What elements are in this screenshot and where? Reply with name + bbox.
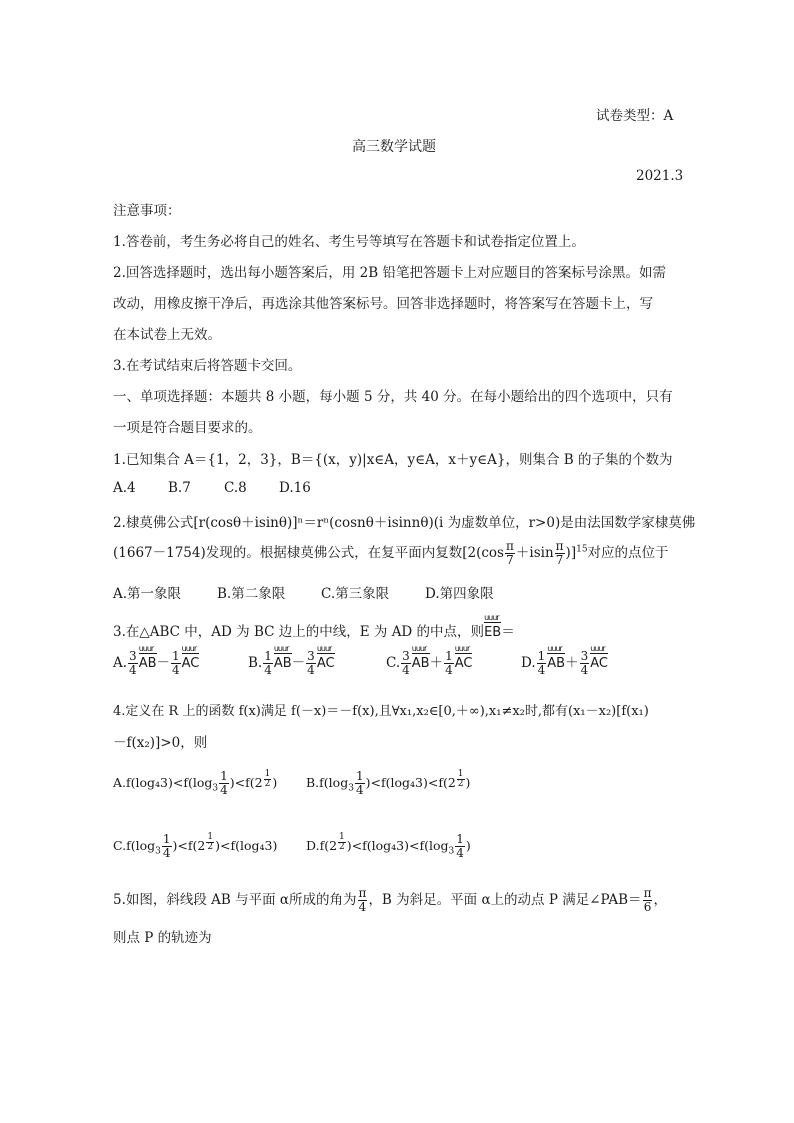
log-base: 3 <box>348 783 354 794</box>
section-1-line-1: 一、单项选择题：本题共 8 小题，每小题 5 分，共 40 分。在每小题给出的四个选项中，只有 <box>113 389 673 405</box>
fraction-numerator: π <box>358 886 367 900</box>
log-base: 3 <box>448 846 455 857</box>
question-4-option-d <box>306 833 471 860</box>
vector-mark: uuur <box>590 644 605 653</box>
close-paren: ) <box>365 775 371 790</box>
vector-label: AC <box>316 656 335 671</box>
fraction-numerator: 1 <box>162 832 171 846</box>
fraction-denominator: 4 <box>355 783 364 797</box>
fraction-numerator: 1 <box>339 832 345 842</box>
pi-over-6-fraction <box>643 887 653 914</box>
question-2-line-2-post: 对应的点位于 <box>587 545 669 561</box>
fraction-denominator: 4 <box>307 663 315 677</box>
plus-isin-text: ＋isin <box>515 545 554 561</box>
vector-ab <box>547 644 566 671</box>
question-1-option-c: C.8 <box>224 480 247 496</box>
base-2: 2 <box>447 775 456 790</box>
fraction-denominator: 4 <box>445 663 453 677</box>
fraction-denominator: 2 <box>457 779 464 789</box>
log-base: 3 <box>155 846 161 857</box>
question-3-option-c <box>386 644 473 677</box>
close-paren: ) <box>346 838 352 853</box>
question-3-option-a <box>113 644 200 677</box>
log-base: 3 <box>212 783 219 794</box>
fraction-numerator: π <box>506 539 514 553</box>
question-1-option-d: D.16 <box>279 480 311 496</box>
fraction-numerator: 1 <box>264 649 272 663</box>
question-5-line-1-mid: ，B 为斜足。平面 α上的动点 P 满足∠PAB＝ <box>368 892 642 908</box>
pi-over-7-fraction <box>505 540 515 567</box>
fraction-numerator: 3 <box>129 649 137 663</box>
fraction-1-4 <box>171 650 181 677</box>
less-than: < <box>370 775 381 790</box>
question-4-line-1: 4.定义在 R 上的函数 f(x)满足 f(－x)＝－f(x),且∀x₁,x₂∈[0,＋∞),x₁≠x₂时,都有(x₁－x₂)[f(x₁) <box>113 704 649 719</box>
option-label: B. <box>306 775 320 790</box>
exponent-half <box>264 770 272 789</box>
less-than: < <box>234 775 246 790</box>
less-than: < <box>172 775 184 790</box>
option-label: B. <box>248 655 263 671</box>
question-4-option-a <box>113 770 277 797</box>
paper-title: 高三数学试题 <box>352 139 436 155</box>
f-open: f( <box>319 838 330 853</box>
pi-over-4-fraction <box>358 887 368 914</box>
exponent-half <box>457 770 465 789</box>
fraction-1-4 <box>455 833 465 860</box>
vector-eb-label: EB <box>484 625 502 640</box>
vector-label: AC <box>181 656 200 671</box>
question-4-line-2: －f(x₂)]>0，则 <box>113 735 208 751</box>
fraction-denominator: 4 <box>537 663 546 677</box>
less-than: < <box>427 775 439 790</box>
question-2-option-a: A.第一象限 <box>113 586 182 602</box>
fraction-numerator: 1 <box>456 832 464 846</box>
fraction-numerator: π <box>643 886 652 900</box>
question-3-stem-text: 3.在△ABC 中，AD 为 BC 边上的中线，E 为 AD 的中点，则 <box>113 624 485 640</box>
vector-label: AB <box>138 656 157 671</box>
equals-sign: ＝ <box>501 624 515 640</box>
fraction-denominator: 4 <box>220 783 228 797</box>
option-label: C. <box>113 838 127 853</box>
fraction-denominator: 4 <box>358 900 367 914</box>
vector-eb <box>484 613 502 640</box>
notice-item-3: 3.在考试结束后将答题卡交回。 <box>113 358 302 374</box>
fraction-3-4 <box>306 650 316 677</box>
fraction-numerator: 1 <box>355 769 364 783</box>
vector-mark: uuur <box>138 644 154 653</box>
f-log3: f(log <box>126 838 156 853</box>
notice-item-2-line-2: 改动，用橡皮擦干净后，再选涂其他答案标号。回答非选择题时，将答案写在答题卡上，写 <box>113 296 653 312</box>
paper-type: 试卷类型：A <box>596 108 674 124</box>
exponent-half <box>338 833 346 852</box>
question-3-option-d <box>521 644 608 677</box>
comma: ， <box>653 892 667 908</box>
fraction-numerator: 1 <box>172 649 180 663</box>
fraction-denominator: 2 <box>207 842 214 852</box>
f-log4-3: f(log₄3) <box>126 775 173 790</box>
question-2-line-1: 2.棣莫佛公式[r(cosθ＋isinθ)]ⁿ＝rⁿ(cosnθ＋isinnθ)(i 为虚数单位，r>0)是由法国数学家棣莫佛 <box>113 515 696 531</box>
question-4-option-b <box>306 770 470 797</box>
fraction-numerator: 1 <box>207 832 214 842</box>
vector-ac <box>181 644 200 671</box>
fraction-denominator: 4 <box>172 663 180 677</box>
vector-ac <box>590 644 608 671</box>
less-than: < <box>351 838 363 853</box>
fraction-numerator: 3 <box>307 649 315 663</box>
fraction-3-4 <box>128 650 138 677</box>
question-1-option-b: B.7 <box>168 480 191 496</box>
fraction-numerator: π <box>555 539 564 553</box>
question-3-option-b <box>248 644 335 677</box>
vector-label: AB <box>411 656 430 671</box>
fraction-denominator: 4 <box>129 663 137 677</box>
question-5-line-2: 则点 P 的轨迹为 <box>113 930 212 946</box>
base-2: 2 <box>197 838 206 853</box>
fraction-numerator: 1 <box>264 769 271 779</box>
question-5-line-1-pre: 5.如图，斜线段 AB 与平面 α所成的角为 <box>113 892 357 908</box>
f-open: f( <box>438 775 448 790</box>
fraction-numerator: 1 <box>220 769 228 783</box>
fraction-denominator: 7 <box>555 553 564 567</box>
fraction-3-4 <box>401 650 411 677</box>
vector-ab <box>273 644 292 671</box>
pi-over-7-fraction-2 <box>555 540 565 567</box>
vector-label: AB <box>273 656 292 671</box>
fraction-denominator: 7 <box>506 553 514 567</box>
question-1-stem: 1.已知集合 A＝{1，2，3}，B＝{(x，y)|x∈A，y∈A，x＋y∈A}，则集合 B 的子集的个数为 <box>113 452 673 468</box>
question-2-line-2: (1667－1754)发现的。根据棣莫佛公式，在复平面内复数[2(cos $\frac{\pi}{7}$ ＋isin $\frac{\pi}{7}$ )]$^{15}$对应的点位于 <box>113 539 669 567</box>
less-than: < <box>219 838 231 853</box>
option-label: D. <box>306 838 320 853</box>
option-label: A. <box>113 775 127 790</box>
fraction-1-4 <box>444 650 454 677</box>
fraction-1-4 <box>162 833 172 860</box>
notice-item-2-line-1: 2.回答选择题时，选出每小题答案后，用 2B 铅笔把答题卡上对应题目的答案标号涂黑。如需 <box>113 265 666 281</box>
less-than: < <box>409 838 420 853</box>
fraction-1-4 <box>219 770 229 797</box>
vector-ac <box>316 644 335 671</box>
vector-mark: uuur <box>484 613 499 622</box>
question-1-option-a: A.4 <box>113 480 136 496</box>
vector-ac <box>454 644 473 671</box>
question-3-stem <box>113 613 515 640</box>
exam-date: 2021.3 <box>636 168 684 184</box>
f-log3: f(log <box>319 775 349 790</box>
fraction-numerator: 3 <box>580 649 589 663</box>
f-log3: f(log <box>419 838 449 853</box>
fraction-denominator: 2 <box>264 779 271 789</box>
f-log4-3: f(log₄3) <box>230 838 278 853</box>
vector-mark: uuur <box>316 644 332 653</box>
vector-mark: uuur <box>273 644 289 653</box>
fraction-numerator: 3 <box>402 649 410 663</box>
f-log4-3: f(log₄3) <box>362 838 410 853</box>
fraction-denominator: 4 <box>264 663 272 677</box>
notice-heading: 注意事项： <box>113 203 181 219</box>
vector-mark: uuur <box>411 644 427 653</box>
close-paren: ) <box>465 775 471 790</box>
vector-mark: uuur <box>454 644 470 653</box>
operator: － <box>156 655 170 671</box>
question-2-option-c: C.第三象限 <box>321 586 390 602</box>
section-1-line-2: 一项是符合题目要求的。 <box>113 420 262 436</box>
fraction-1-4 <box>355 770 365 797</box>
fraction-denominator: 6 <box>643 900 652 914</box>
option-label: D. <box>521 655 536 671</box>
less-than: < <box>177 838 188 853</box>
option-label: A. <box>113 655 128 671</box>
vector-ab <box>411 644 430 671</box>
close-paren: ) <box>465 838 471 853</box>
fraction-numerator: 1 <box>457 769 464 779</box>
fraction-numerator: 1 <box>537 649 546 663</box>
operator: ＋ <box>429 655 444 671</box>
base-2: 2 <box>329 838 338 853</box>
f-log4-3: f(log₄3) <box>380 775 428 790</box>
vector-label: AC <box>454 656 473 671</box>
question-2-option-b: B.第二象限 <box>217 586 286 602</box>
f-open: f( <box>245 775 255 790</box>
fraction-3-4 <box>580 650 590 677</box>
f-log3: f(log <box>183 775 213 790</box>
vector-ab <box>138 644 157 671</box>
fraction-1-4 <box>263 650 273 677</box>
fraction-denominator: 4 <box>456 846 464 860</box>
fraction-denominator: 4 <box>402 663 410 677</box>
question-5-line-1 <box>113 887 667 914</box>
question-2-line-2-pre: (1667－1754)发现的。根据棣莫佛公式，在复平面内复数[2(cos <box>113 545 504 561</box>
exponent-half <box>206 833 214 852</box>
base-2: 2 <box>254 775 263 790</box>
vector-mark: uuur <box>181 644 197 653</box>
notice-item-2-line-3: 在本试卷上无效。 <box>113 327 221 343</box>
f-open: f( <box>187 838 198 853</box>
fraction-numerator: 1 <box>445 649 453 663</box>
fraction-denominator: 2 <box>339 842 345 852</box>
close-paren: ) <box>229 775 235 790</box>
close-paren: ) <box>172 838 178 853</box>
notice-item-1: 1.答卷前，考生务必将自己的姓名、考生号等填写在答题卡和试卷指定位置上。 <box>113 234 585 250</box>
question-2-option-d: D.第四象限 <box>425 586 494 602</box>
exponent: 15 <box>576 544 588 555</box>
fraction-denominator: 4 <box>162 846 171 860</box>
vector-mark: uuur <box>547 644 562 653</box>
operator: ＋ <box>565 655 579 671</box>
fraction-1-4 <box>537 650 547 677</box>
vector-label: AC <box>590 656 608 671</box>
option-label: C. <box>386 655 401 671</box>
question-4-option-c <box>113 833 277 860</box>
fraction-denominator: 4 <box>580 663 589 677</box>
vector-label: AB <box>547 656 566 671</box>
close-paren: ) <box>215 838 220 853</box>
close-paren: ) <box>272 775 278 790</box>
operator: － <box>291 655 306 671</box>
